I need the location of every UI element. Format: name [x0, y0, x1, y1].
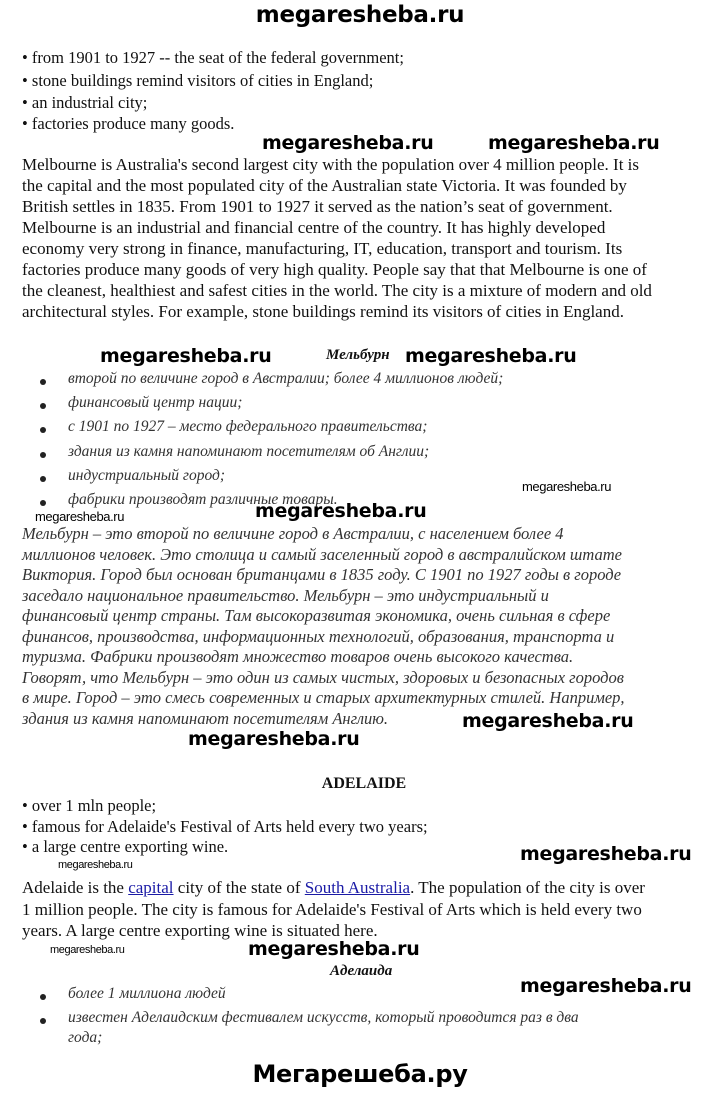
text: Adelaide is the	[22, 878, 129, 897]
list-item: индустриальный город;	[68, 467, 225, 484]
bullet-icon	[40, 500, 46, 506]
text-line: финансовый центр страны. Там высокоразвитая экономика, очень сильная в сфере	[22, 606, 611, 625]
text: . The population of the city is over	[410, 878, 645, 897]
watermark-small: megaresheba.ru	[50, 944, 125, 956]
text-line: the cleanest, healthiest and safest cities in the world. The city is a mixture of modern and old	[22, 281, 652, 300]
watermark: megaresheba.ru	[462, 710, 634, 732]
watermark: megaresheba.ru	[520, 975, 692, 997]
bullet-icon	[40, 994, 46, 1000]
text-line: years. A large centre exporting wine is situated here.	[22, 921, 378, 940]
list-item: здания из камня напоминают посетителям об Англии;	[68, 443, 430, 460]
text-line: Melbourne is an industrial and financial centre of the country. It has highly developed	[22, 218, 606, 237]
list-item: • famous for Adelaide's Festival of Arts held every two years;	[22, 817, 428, 836]
text-line: economy very strong in finance, manufacturing, IT, education, transport and tourism. Its	[22, 239, 623, 258]
bullet-icon	[40, 379, 46, 385]
text-line	[22, 879, 645, 896]
text-line: миллионов человек. Это столица и самый заселенный город в австралийском штате	[22, 545, 622, 564]
list-item: финансовый центр нации;	[68, 394, 243, 411]
south-australia-link[interactable]: South Australia	[304, 878, 411, 897]
text-line: Говорят, что Мельбурн – это один из самых чистых, здоровых и безопасных городов	[22, 668, 624, 687]
text-line: architectural styles. For example, stone buildings remind its visitors of cities in England.	[22, 302, 624, 321]
adelaide-ru-title: Аделаида	[330, 963, 393, 979]
list-item: второй по величине город в Австралии; более 4 миллионов людей;	[68, 370, 504, 387]
watermark-small: megaresheba.ru	[35, 509, 125, 524]
text-line: Виктория. Город был основан британцами в 1835 году. С 1901 по 1927 годы в городе	[22, 565, 622, 584]
list-item: фабрики производят различные товары.	[68, 491, 338, 508]
adelaide-title: ADELAIDE	[321, 775, 407, 792]
bullet-icon	[40, 452, 46, 458]
watermark: megaresheba.ru	[488, 132, 660, 154]
text-line: туризма. Фабрики производят множество товаров очень высокого качества.	[22, 647, 574, 666]
bullet-icon	[40, 1018, 46, 1024]
watermark: megaresheba.ru	[520, 843, 692, 865]
page-footer: Мегарешеба.ру	[252, 1060, 468, 1088]
text-line: factories produce many goods of very high quality. People say that that Melbourne is one of	[22, 260, 647, 279]
list-item: • an industrial city;	[22, 93, 148, 112]
text-line: финансов, производства, информационных технологий, образования, транспорта и	[22, 627, 615, 646]
text-line: в мире. Город – это смесь современных и старых архитектурных стилей. Например,	[22, 688, 625, 707]
bullet-icon	[40, 476, 46, 482]
bullet-icon	[40, 403, 46, 409]
watermark: megaresheba.ru	[262, 132, 434, 154]
watermark: megaresheba.ru	[248, 938, 420, 960]
watermark: megaresheba.ru	[255, 500, 427, 522]
text-line: заседало национальное правительство. Мельбурн – это индустриальный и	[22, 586, 549, 605]
melbourne-ru-title: Мельбурн	[326, 347, 390, 363]
capital-link[interactable]: capital	[128, 878, 174, 897]
list-item: • from 1901 to 1927 -- the seat of the federal government;	[22, 48, 404, 67]
list-item-continued: года;	[68, 1029, 103, 1046]
page-header: megaresheba.ru	[255, 2, 465, 28]
text-line: Melbourne is Australia's second largest city with the population over 4 million people. It is	[22, 155, 640, 174]
list-item: • factories produce many goods.	[22, 114, 235, 133]
watermark-small: megaresheba.ru	[522, 479, 612, 494]
watermark: megaresheba.ru	[100, 345, 272, 367]
text-line: the capital and the most populated city of the Australian state Victoria. It was founded by	[22, 176, 627, 195]
text-line: British settles in 1835. From 1901 to 1927 it served as the nation’s seat of government.	[22, 197, 613, 216]
list-item: • a large centre exporting wine.	[22, 837, 229, 856]
text-line: Мельбурн – это второй по величине город в Австралии, с населением более 4	[22, 524, 564, 543]
bullet-icon	[40, 427, 46, 433]
list-item: с 1901 по 1927 – место федерального правительства;	[68, 418, 428, 435]
watermark: megaresheba.ru	[405, 345, 577, 367]
list-item: известен Аделаидским фестивалем искусств, который проводится раз в два	[68, 1009, 579, 1026]
text-line: здания из камня напоминают посетителям Англию.	[22, 709, 389, 728]
list-item: • over 1 mln people;	[22, 796, 157, 815]
watermark-small: megaresheba.ru	[58, 859, 133, 871]
list-item: • stone buildings remind visitors of cities in England;	[22, 71, 374, 90]
list-item: более 1 миллиона людей	[68, 985, 226, 1002]
text-line: 1 million people. The city is famous for Adelaide's Festival of Arts which is held every two	[22, 900, 642, 919]
watermark: megaresheba.ru	[188, 728, 360, 750]
text: city of the state of	[173, 878, 305, 897]
